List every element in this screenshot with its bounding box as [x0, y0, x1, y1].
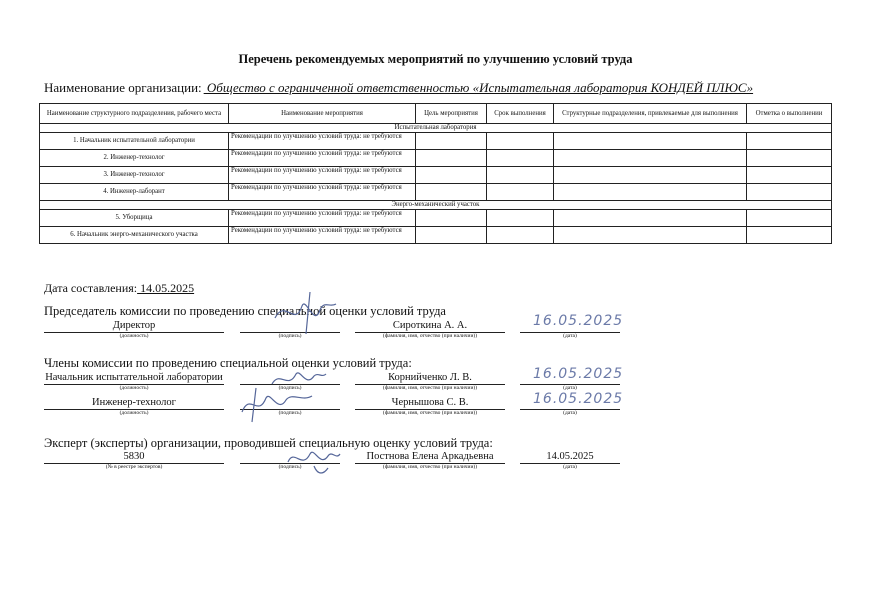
caption-fio: (фамилия, имя, отчество (при наличии)) — [382, 385, 478, 391]
caption-fio: (фамилия, имя, отчество (при наличии)) — [382, 464, 478, 470]
table-row — [40, 227, 832, 244]
member-2-position: Инженер-технолог — [44, 396, 224, 410]
section-name: Испытательная лаборатория — [40, 124, 832, 133]
cell-empty — [554, 210, 747, 227]
caption-date: (дата) — [563, 410, 577, 416]
caption-date: (дата) — [563, 464, 577, 470]
organization-line — [44, 80, 753, 96]
member-1-date: 16.05.2025 — [533, 366, 624, 382]
section-row — [40, 201, 832, 210]
cell-empty — [747, 167, 832, 184]
cell-measure: Рекомендации по улучшению условий труда: не требуются — [229, 150, 416, 167]
date-value: 14.05.2025 — [137, 281, 195, 295]
caption-fio: (фамилия, имя, отчество (при наличии)) — [382, 333, 478, 339]
table-row — [40, 167, 832, 184]
cell-empty — [747, 184, 832, 201]
header-measure: Наименование мероприятия — [229, 104, 416, 124]
cell-empty — [554, 150, 747, 167]
expert-date: 14.05.2025 — [520, 450, 620, 464]
cell-empty — [747, 210, 832, 227]
member-2-signature-icon — [236, 384, 316, 424]
chair-name: Сироткина А. А. — [355, 319, 505, 333]
cell-place: 2. Инженер-технолог — [40, 150, 229, 167]
members-heading: Члены комиссии по проведению специальной оценки условий труда: — [44, 356, 412, 370]
cell-empty — [554, 133, 747, 150]
cell-empty — [554, 167, 747, 184]
caption-signature: (подпись) — [278, 464, 302, 470]
header-departments: Структурные подразделения, привлекаемые для выполнения — [554, 104, 747, 124]
cell-place: 4. Инженер-лаборант — [40, 184, 229, 201]
chair-signature-icon — [270, 288, 340, 336]
cell-measure: Рекомендации по улучшению условий труда: не требуются — [229, 210, 416, 227]
section-row — [40, 124, 832, 133]
header-term: Срок выполнения — [487, 104, 554, 124]
table-row — [40, 150, 832, 167]
cell-measure: Рекомендации по улучшению условий труда: не требуются — [229, 184, 416, 201]
cell-empty — [487, 167, 554, 184]
caption-position: (должность) — [119, 410, 149, 416]
cell-empty — [487, 227, 554, 244]
table-row — [40, 133, 832, 150]
cell-empty — [487, 150, 554, 167]
header-place: Наименование структурного подразделения, рабочего места — [40, 104, 229, 124]
cell-empty — [554, 227, 747, 244]
organization-label: Наименование организации: — [44, 80, 202, 95]
cell-empty — [416, 210, 487, 227]
date-label: Дата составления: — [44, 281, 138, 295]
cell-empty — [747, 133, 832, 150]
chair-date: 16.05.2025 — [533, 313, 624, 329]
cell-empty — [487, 210, 554, 227]
expert-name: Постнова Елена Аркадьевна — [355, 450, 505, 464]
cell-measure: Рекомендации по улучшению условий труда: не требуются — [229, 133, 416, 150]
cell-empty — [416, 227, 487, 244]
expert-registry: 5830 — [44, 450, 224, 464]
document-title: Перечень рекомендуемых мероприятий по улучшению условий труда — [238, 52, 633, 66]
caption-signature: (подпись) — [278, 385, 302, 391]
expert-heading: Эксперт (эксперты) организации, проводившей специальную оценку условий труда: — [44, 436, 493, 450]
cell-place: 5. Уборщица — [40, 210, 229, 227]
member-2-name: Чернышова С. В. — [355, 396, 505, 410]
cell-empty — [487, 184, 554, 201]
caption-position: (должность) — [119, 385, 149, 391]
compilation-date — [44, 281, 194, 296]
section-name: Энерго-механический участок — [40, 201, 832, 210]
cell-empty — [747, 227, 832, 244]
cell-empty — [416, 150, 487, 167]
caption-position: (должность) — [119, 333, 149, 339]
caption-date: (дата) — [563, 333, 577, 339]
cell-empty — [487, 133, 554, 150]
caption-fio: (фамилия, имя, отчество (при наличии)) — [382, 410, 478, 416]
header-goal: Цель мероприятия — [416, 104, 487, 124]
header-mark: Отметка о выполнении — [747, 104, 832, 124]
member-2-date: 16.05.2025 — [533, 391, 624, 407]
chair-position: Директор — [44, 319, 224, 333]
cell-empty — [747, 150, 832, 167]
member-1-position: Начальник испытательной лаборатории — [45, 372, 223, 383]
organization-name: Общество с ограниченной ответственностью «Испытательная лаборатория КОНДЕЙ ПЛЮС» — [203, 80, 754, 95]
cell-empty — [416, 133, 487, 150]
expert-signature-icon — [284, 440, 344, 480]
cell-empty — [416, 167, 487, 184]
cell-measure: Рекомендации по улучшению условий труда: не требуются — [229, 227, 416, 244]
cell-measure: Рекомендации по улучшению условий труда: не требуются — [229, 167, 416, 184]
cell-empty — [416, 184, 487, 201]
chair-heading: Председатель комиссии по проведению специальной оценки условий труда — [44, 304, 446, 318]
caption-signature: (подпись) — [278, 410, 302, 416]
member-1-name: Корнийченко Л. В. — [355, 371, 505, 385]
cell-place: 6. Начальник энерго-механического участка — [40, 227, 229, 244]
caption-signature: (подпись) — [278, 333, 302, 339]
table-header-row — [40, 104, 832, 124]
cell-place: 1. Начальник испытательной лаборатории — [40, 133, 229, 150]
cell-empty — [554, 184, 747, 201]
caption-registry: (№ в реестре экспертов) — [105, 464, 163, 470]
table-row — [40, 184, 832, 201]
caption-date: (дата) — [563, 385, 577, 391]
table-row — [40, 210, 832, 227]
cell-place: 3. Инженер-технолог — [40, 167, 229, 184]
measures-table — [39, 103, 832, 244]
